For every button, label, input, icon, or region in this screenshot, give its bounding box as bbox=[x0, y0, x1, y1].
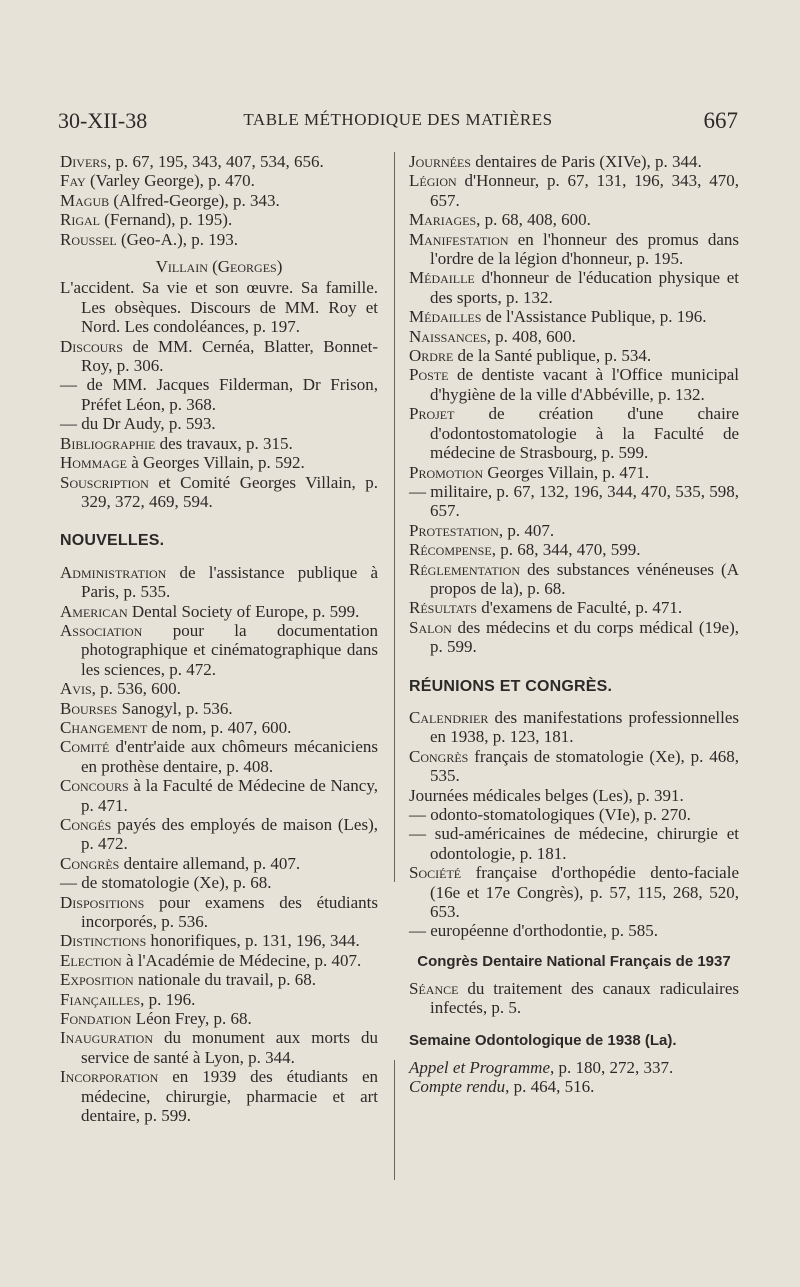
entry-text: Georges Villain, p. 471. bbox=[483, 462, 650, 482]
entry-keyword: Magub bbox=[60, 190, 110, 210]
entry-text: française d'orthopédie dento-faciale (16e et 17e Congrès), p. 57, 115, 268, 520, 653. bbox=[430, 863, 739, 922]
entry-text: des manifestations professionnelles en 1938, p. 123, 181. bbox=[430, 707, 739, 747]
entry-text: français de stomatologie (Xe), p. 468, 535. bbox=[430, 746, 739, 786]
entry-keyword: Inauguration bbox=[60, 1028, 153, 1048]
entry-keyword: Bibliographie bbox=[60, 433, 156, 453]
entry-text: de dentiste vacant à l'Office municipal d'hygiène de la ville d'Abbéville, p. 132. bbox=[430, 365, 739, 404]
entry-text: , p. 407. bbox=[498, 520, 555, 540]
index-entry bbox=[409, 521, 739, 540]
index-entry bbox=[60, 453, 378, 472]
entry-keyword: Villain (Georges) bbox=[155, 257, 283, 277]
entry-text: nationale du travail, p. 68. bbox=[133, 970, 316, 990]
index-entry bbox=[409, 404, 739, 462]
entry-keyword: Dispositions bbox=[60, 892, 145, 912]
entry-keyword: American bbox=[60, 601, 128, 621]
entry-text: — de stomatologie (Xe), p. 68. bbox=[60, 873, 272, 893]
entry-text: , p. 196. bbox=[140, 989, 196, 1009]
entry-keyword: Légion bbox=[409, 171, 457, 191]
header-title: TABLE MÉTHODIQUE DES MATIÈRES bbox=[243, 110, 553, 129]
index-entry bbox=[409, 805, 739, 824]
entry-keyword: Réglementation bbox=[409, 559, 521, 579]
entry-keyword: Souscription bbox=[60, 472, 149, 492]
entry-text: en 1939 des étudiants en médecine, chirurgie, pharmacie et art dentaire, p. 599. bbox=[81, 1067, 378, 1126]
section-heading: NOUVELLES. bbox=[60, 532, 165, 550]
entry-keyword: Fondation bbox=[60, 1009, 132, 1029]
entry-keyword: Association bbox=[60, 620, 143, 640]
index-entry bbox=[409, 824, 739, 863]
entry-text: de MM. Cernéa, Blatter, Bonnet-Roy, p. 306. bbox=[81, 336, 378, 376]
index-entry bbox=[409, 346, 739, 365]
index-entry bbox=[409, 598, 739, 617]
entry-keyword: Séance bbox=[409, 978, 459, 998]
entry-text: d'honneur de l'éducation physique et des sports, p. 132. bbox=[430, 268, 739, 307]
index-entry bbox=[409, 618, 739, 657]
index-entry bbox=[60, 815, 378, 854]
index-entry bbox=[60, 873, 378, 892]
entry-keyword: Manifestation bbox=[409, 229, 509, 249]
entry-text: du monument aux morts du service de santé à Lyon, p. 344. bbox=[81, 1028, 378, 1067]
index-entry bbox=[60, 621, 378, 679]
index-entry bbox=[409, 1077, 739, 1096]
index-entry bbox=[409, 365, 739, 404]
entry-keyword: Ordre bbox=[409, 346, 454, 366]
index-entry bbox=[409, 1058, 739, 1077]
entry-keyword: Résultats bbox=[409, 598, 477, 618]
index-entry bbox=[409, 210, 739, 229]
entry-keyword: Fiançailles bbox=[60, 989, 141, 1009]
entry-text: , p. 536, 600. bbox=[91, 679, 181, 699]
entry-text: , p. 68, 408, 600. bbox=[476, 210, 591, 230]
entry-text: de l'assistance publique à Paris, p. 535. bbox=[81, 562, 378, 602]
entry-keyword: Projet bbox=[409, 404, 455, 424]
index-entry bbox=[409, 152, 739, 171]
entry-text: à Georges Villain, p. 592. bbox=[126, 453, 305, 473]
entry-keyword: Journées bbox=[409, 152, 471, 171]
entry-text: dentaires de Paris (XIVe), p. 344. bbox=[470, 152, 702, 171]
entry-text: , p. 180, 272, 337. bbox=[550, 1057, 674, 1077]
entry-keyword: Divers bbox=[60, 152, 107, 171]
entry-keyword: Bourses bbox=[60, 698, 118, 718]
entry-keyword: Mariages bbox=[409, 210, 477, 230]
index-entry bbox=[409, 171, 739, 210]
entry-text: de création d'une chaire d'odontostomatologie à la Faculté de médecine de Strasbourg, p. 599. bbox=[430, 404, 739, 463]
entry-keyword: Distinctions bbox=[60, 931, 147, 951]
entry-text: et Comité Georges Villain, p. 329, 372, 469, 594. bbox=[81, 472, 378, 511]
index-entry bbox=[60, 230, 378, 249]
entry-text: (Fernand), p. 195). bbox=[100, 210, 233, 230]
subsection-heading: Congrès Dentaire National Français de 1937 bbox=[417, 952, 731, 970]
entry-keyword: Rigal bbox=[60, 210, 100, 230]
entry-text: Léon Frey, p. 68. bbox=[131, 1009, 252, 1029]
entry-text: de nom, p. 407, 600. bbox=[147, 717, 292, 737]
index-entry bbox=[60, 473, 378, 512]
entry-keyword: Roussel bbox=[60, 229, 117, 249]
entry-text: pour la documentation photographique et cinématographique dans les sciences, p. 472. bbox=[81, 620, 378, 679]
index-entry bbox=[60, 990, 378, 1009]
entry-text: (Varley George), p. 470. bbox=[85, 171, 255, 191]
index-entry bbox=[409, 463, 739, 482]
entry-text: L'accident. Sa vie et son œuvre. Sa famille. Les obsèques. Discours de MM. Roy et Nord. Les condoléances, p. 197. bbox=[60, 278, 378, 337]
index-entry bbox=[60, 970, 378, 989]
entry-keyword: Hommage bbox=[60, 453, 127, 473]
index-entry bbox=[60, 1067, 378, 1125]
entry-text: d'Honneur, p. 67, 131, 196, 343, 470, 657. bbox=[430, 171, 739, 210]
index-entry bbox=[60, 679, 378, 698]
index-entry bbox=[60, 434, 378, 453]
index-entry bbox=[60, 699, 378, 718]
entry-text: des substances vénéneuses (A propos de la), p. 68. bbox=[430, 559, 739, 598]
entry-keyword: Congrès bbox=[60, 853, 120, 873]
index-entry bbox=[409, 979, 739, 1018]
index-entry bbox=[409, 540, 739, 559]
entry-keyword: Compte rendu bbox=[409, 1077, 506, 1097]
index-entry bbox=[60, 737, 378, 776]
entry-text: de la Santé publique, p. 534. bbox=[453, 346, 652, 366]
index-entry bbox=[60, 152, 378, 171]
entry-keyword: Fay bbox=[60, 171, 86, 191]
index-entry bbox=[60, 951, 378, 970]
entry-keyword: Médaille bbox=[409, 268, 475, 288]
entry-keyword: Naissances bbox=[409, 326, 487, 346]
entry-keyword: Discours bbox=[60, 336, 123, 356]
entry-text: des travaux, p. 315. bbox=[155, 433, 293, 453]
entry-keyword: Avis bbox=[60, 679, 92, 699]
index-entry bbox=[409, 307, 739, 326]
entry-keyword: Election bbox=[60, 950, 122, 970]
entry-text: (Alfred-George), p. 343. bbox=[109, 190, 280, 210]
section-heading: RÉUNIONS ET CONGRÈS. bbox=[409, 677, 613, 695]
index-entry bbox=[60, 414, 378, 433]
index-entry bbox=[60, 191, 378, 210]
index-entry bbox=[409, 708, 739, 747]
left-column bbox=[60, 152, 378, 1126]
entry-keyword: Protestation bbox=[409, 520, 499, 540]
entry-keyword: Récompense bbox=[409, 540, 492, 560]
entry-text: , p. 68, 344, 470, 599. bbox=[491, 540, 641, 560]
subsection-heading: Semaine Odontologique de 1938 (La). bbox=[409, 1031, 677, 1049]
index-entry bbox=[409, 327, 739, 346]
index-entry bbox=[60, 337, 378, 376]
index-entry bbox=[409, 230, 739, 269]
index-entry bbox=[409, 921, 739, 940]
index-entry bbox=[409, 560, 739, 599]
subject-heading bbox=[60, 257, 378, 276]
entry-text: (Geo-A.), p. 193. bbox=[116, 229, 239, 249]
entry-text: , p. 408, 600. bbox=[486, 326, 576, 346]
entry-keyword: Incorporation bbox=[60, 1067, 159, 1087]
entry-text: — militaire, p. 67, 132, 196, 344, 470, 535, 598, 657. bbox=[409, 481, 739, 521]
index-entry bbox=[60, 171, 378, 190]
entry-text: en l'honneur des promus dans l'ordre de la légion d'honneur, p. 195. bbox=[430, 229, 739, 269]
entry-text: pour examens des étudiants incorporés, p. 536. bbox=[81, 892, 378, 932]
page-number: 667 bbox=[703, 108, 738, 133]
entry-text: Dental Society of Europe, p. 599. bbox=[127, 601, 360, 621]
page-header bbox=[58, 108, 738, 142]
entry-keyword: Médailles bbox=[409, 307, 482, 327]
entry-keyword: Société bbox=[409, 863, 462, 883]
index-entry bbox=[60, 931, 378, 950]
entry-text: du traitement des canaux radiculaires infectés, p. 5. bbox=[430, 978, 739, 1018]
entry-keyword: Changement bbox=[60, 717, 148, 737]
entry-text: à l'Académie de Médecine, p. 407. bbox=[121, 950, 362, 970]
entry-text: dentaire allemand, p. 407. bbox=[119, 853, 301, 873]
index-entry bbox=[409, 863, 739, 921]
column-divider bbox=[394, 152, 395, 882]
entry-keyword: Comité bbox=[60, 737, 110, 757]
header-date: 30-XII-38 bbox=[58, 108, 148, 133]
entry-keyword: Congés bbox=[60, 815, 112, 834]
entry-text: — sud-américaines de médecine, chirurgie et odontologie, p. 181. bbox=[409, 824, 739, 863]
entry-text: Journées médicales belges (Les), p. 391. bbox=[409, 785, 684, 805]
index-entry bbox=[409, 268, 739, 307]
entry-keyword: Exposition bbox=[60, 970, 134, 990]
index-entry bbox=[60, 210, 378, 229]
entry-text: payés des employés de maison (Les), p. 472. bbox=[81, 815, 378, 854]
index-entry bbox=[60, 602, 378, 621]
entry-text: — odonto-stomatologiques (VIe), p. 270. bbox=[409, 805, 691, 824]
column-divider-lower bbox=[394, 1060, 395, 1180]
entry-text: des médecins et du corps médical (19e), p. 599. bbox=[430, 617, 739, 657]
index-entry bbox=[60, 776, 378, 815]
entry-text: — de MM. Jacques Filderman, Dr Frison, Préfet Léon, p. 368. bbox=[60, 375, 378, 414]
entry-text: — européenne d'orthodontie, p. 585. bbox=[409, 921, 659, 941]
index-entry bbox=[60, 718, 378, 737]
entry-text: , p. 67, 195, 343, 407, 534, 656. bbox=[106, 152, 324, 171]
entry-text: à la Faculté de Médecine de Nancy, p. 471. bbox=[81, 776, 378, 815]
index-entry bbox=[409, 786, 739, 805]
entry-keyword: Concours bbox=[60, 776, 129, 796]
index-entry bbox=[60, 1028, 378, 1067]
entry-text: — du Dr Audy, p. 593. bbox=[60, 414, 216, 434]
entry-text: d'examens de Faculté, p. 471. bbox=[476, 598, 683, 618]
index-entry bbox=[60, 1009, 378, 1028]
index-entry bbox=[60, 278, 378, 336]
entry-keyword: Salon bbox=[409, 617, 452, 637]
entry-keyword: Appel et Programme bbox=[409, 1057, 551, 1077]
index-entry bbox=[60, 375, 378, 414]
index-entry bbox=[409, 747, 739, 786]
entry-keyword: Congrès bbox=[409, 746, 469, 766]
index-entry bbox=[409, 482, 739, 521]
entry-text: , p. 464, 516. bbox=[505, 1077, 595, 1097]
index-entry bbox=[60, 893, 378, 932]
entry-keyword: Promotion bbox=[409, 462, 484, 482]
entry-keyword: Administration bbox=[60, 562, 167, 582]
right-column bbox=[409, 152, 739, 1096]
entry-text: honorifiques, p. 131, 196, 344. bbox=[146, 931, 360, 951]
index-entry bbox=[60, 854, 378, 873]
index-entry bbox=[60, 563, 378, 602]
entry-text: d'entr'aide aux chômeurs mécaniciens en prothèse dentaire, p. 408. bbox=[81, 737, 378, 776]
entry-text: de l'Assistance Publique, p. 196. bbox=[481, 307, 707, 327]
entry-keyword: Calendrier bbox=[409, 707, 489, 727]
entry-text: Sanogyl, p. 536. bbox=[117, 698, 233, 718]
entry-keyword: Poste bbox=[409, 365, 449, 385]
